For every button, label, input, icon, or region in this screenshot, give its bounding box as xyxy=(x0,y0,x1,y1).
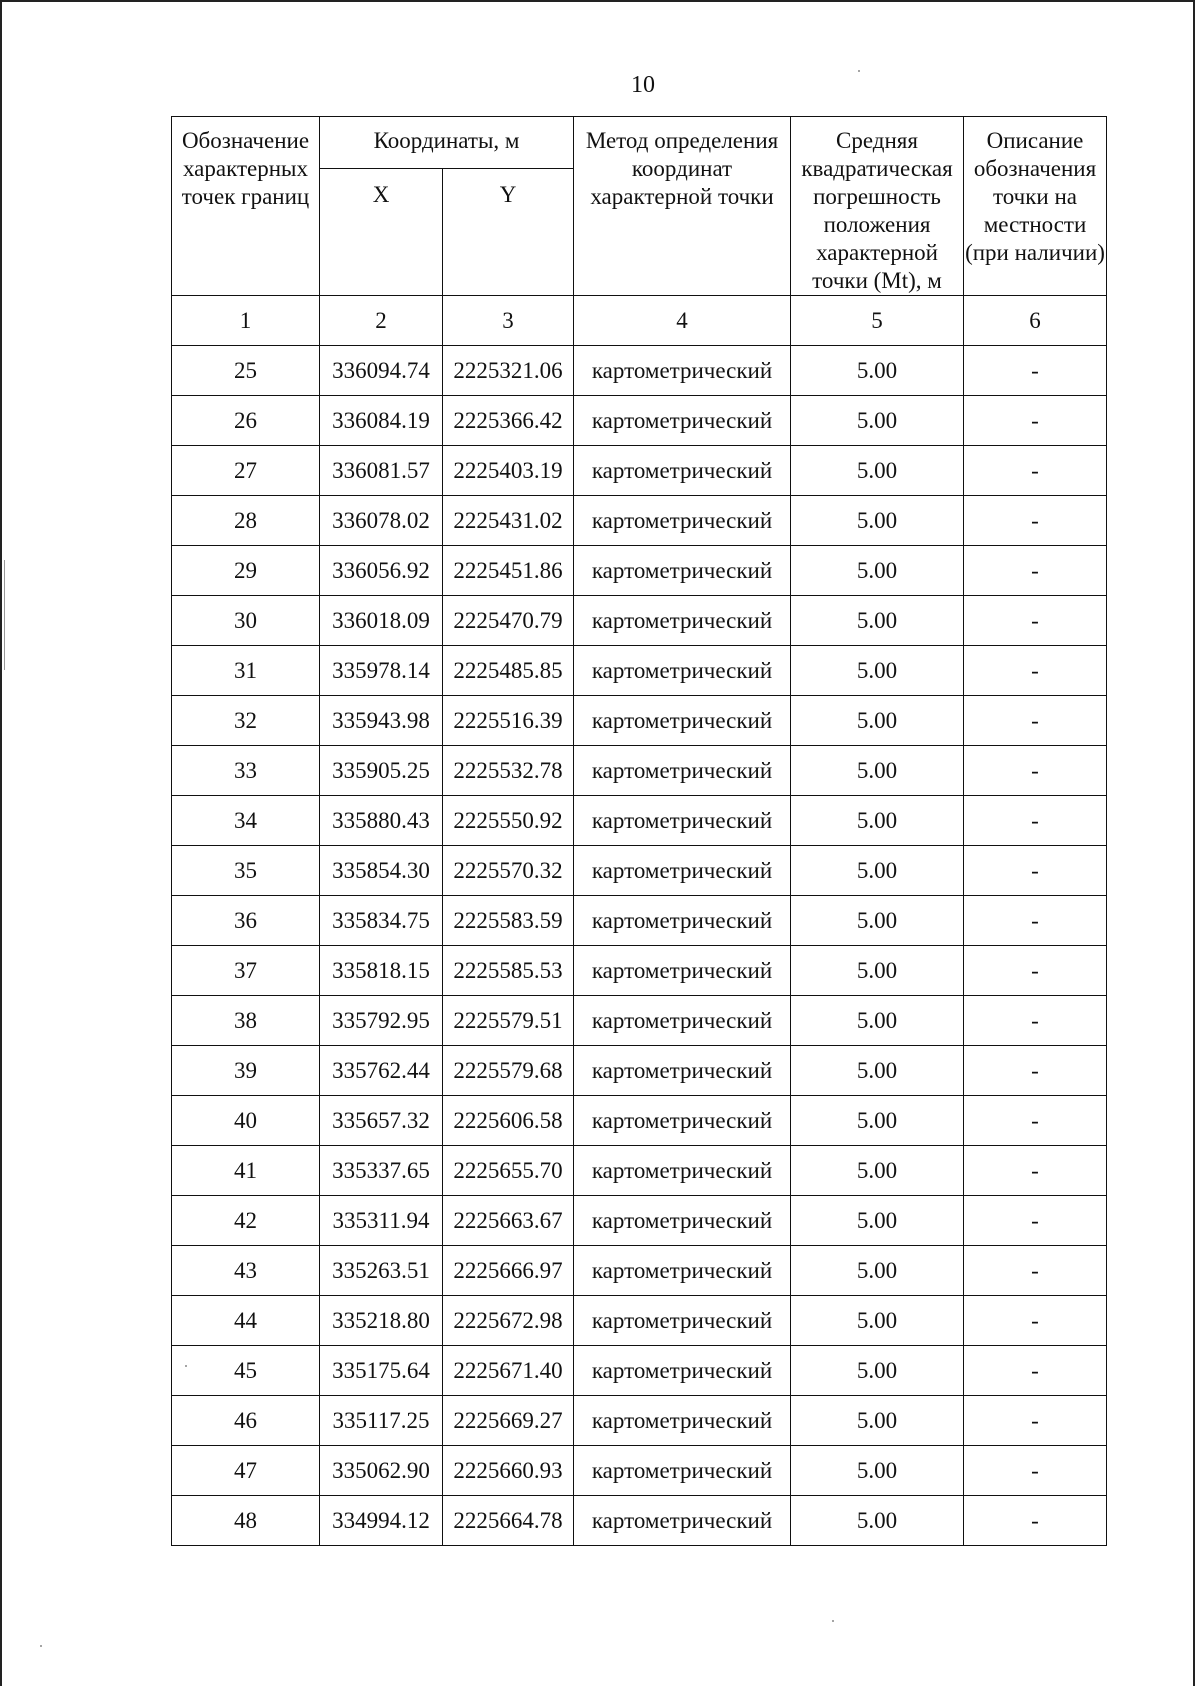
point-number-cell: 28 xyxy=(172,496,320,546)
y-coordinate-cell: 2225570.32 xyxy=(443,846,574,896)
description-cell: - xyxy=(964,396,1107,446)
x-coordinate-cell: 335218.80 xyxy=(320,1296,443,1346)
error-cell: 5.00 xyxy=(791,1196,964,1246)
description-cell: - xyxy=(964,796,1107,846)
x-coordinate-cell: 335792.95 xyxy=(320,996,443,1046)
description-cell: - xyxy=(964,1396,1107,1446)
x-coordinate-cell: 335263.51 xyxy=(320,1246,443,1296)
table-row xyxy=(172,696,1107,746)
header-description: Описание обозначения точки на местности (при наличии) xyxy=(964,117,1107,296)
y-coordinate-cell: 2225579.51 xyxy=(443,996,574,1046)
scan-speck xyxy=(832,1620,834,1622)
x-coordinate-cell: 335818.15 xyxy=(320,946,443,996)
table-row xyxy=(172,1146,1107,1196)
method-cell: картометрический xyxy=(574,946,791,996)
x-coordinate-cell: 336081.57 xyxy=(320,446,443,496)
table-row xyxy=(172,596,1107,646)
x-coordinate-cell: 335978.14 xyxy=(320,646,443,696)
error-cell: 5.00 xyxy=(791,896,964,946)
column-number: 6 xyxy=(964,296,1107,346)
page-number: 10 xyxy=(631,72,655,98)
column-number: 4 xyxy=(574,296,791,346)
error-cell: 5.00 xyxy=(791,946,964,996)
description-cell: - xyxy=(964,1446,1107,1496)
table-row xyxy=(172,1496,1107,1546)
point-number-cell: 26 xyxy=(172,396,320,446)
point-number-cell: 45 xyxy=(172,1346,320,1396)
point-number-cell: 37 xyxy=(172,946,320,996)
x-coordinate-cell: 336018.09 xyxy=(320,596,443,646)
table-row xyxy=(172,346,1107,396)
point-number-cell: 35 xyxy=(172,846,320,896)
x-coordinate-cell: 335062.90 xyxy=(320,1446,443,1496)
y-coordinate-cell: 2225666.97 xyxy=(443,1246,574,1296)
method-cell: картометрический xyxy=(574,496,791,546)
y-coordinate-cell: 2225451.86 xyxy=(443,546,574,596)
error-cell: 5.00 xyxy=(791,346,964,396)
table-row xyxy=(172,1096,1107,1146)
column-number: 1 xyxy=(172,296,320,346)
description-cell: - xyxy=(964,1246,1107,1296)
x-coordinate-cell: 335834.75 xyxy=(320,896,443,946)
table-row xyxy=(172,1346,1107,1396)
description-cell: - xyxy=(964,696,1107,746)
description-cell: - xyxy=(964,596,1107,646)
x-coordinate-cell: 335117.25 xyxy=(320,1396,443,1446)
error-cell: 5.00 xyxy=(791,1146,964,1196)
method-cell: картометрический xyxy=(574,1096,791,1146)
point-number-cell: 40 xyxy=(172,1096,320,1146)
method-cell: картометрический xyxy=(574,1146,791,1196)
point-number-cell: 36 xyxy=(172,896,320,946)
x-coordinate-cell: 335762.44 xyxy=(320,1046,443,1096)
y-coordinate-cell: 2225663.67 xyxy=(443,1196,574,1246)
x-coordinate-cell: 335943.98 xyxy=(320,696,443,746)
point-number-cell: 32 xyxy=(172,696,320,746)
table-row xyxy=(172,1296,1107,1346)
description-cell: - xyxy=(964,1146,1107,1196)
error-cell: 5.00 xyxy=(791,1246,964,1296)
y-coordinate-cell: 2225403.19 xyxy=(443,446,574,496)
y-coordinate-cell: 2225671.40 xyxy=(443,1346,574,1396)
y-coordinate-cell: 2225669.27 xyxy=(443,1396,574,1446)
error-cell: 5.00 xyxy=(791,446,964,496)
table-row xyxy=(172,896,1107,946)
y-coordinate-cell: 2225579.68 xyxy=(443,1046,574,1096)
table-row xyxy=(172,846,1107,896)
description-cell: - xyxy=(964,996,1107,1046)
coordinates-table xyxy=(171,116,1107,1546)
method-cell: картометрический xyxy=(574,596,791,646)
x-coordinate-cell: 335657.32 xyxy=(320,1096,443,1146)
description-cell: - xyxy=(964,746,1107,796)
method-cell: картометрический xyxy=(574,1246,791,1296)
method-cell: картометрический xyxy=(574,1446,791,1496)
description-cell: - xyxy=(964,496,1107,546)
header-x: X xyxy=(320,169,443,296)
y-coordinate-cell: 2225550.92 xyxy=(443,796,574,846)
table-row xyxy=(172,396,1107,446)
point-number-cell: 42 xyxy=(172,1196,320,1246)
y-coordinate-cell: 2225583.59 xyxy=(443,896,574,946)
header-method: Метод определения координат характерной точки xyxy=(574,117,791,296)
x-coordinate-cell: 335854.30 xyxy=(320,846,443,896)
header-point-designation: Обозначение характерных точек границ xyxy=(172,117,320,296)
table-row xyxy=(172,446,1107,496)
error-cell: 5.00 xyxy=(791,1346,964,1396)
y-coordinate-cell: 2225660.93 xyxy=(443,1446,574,1496)
y-coordinate-cell: 2225431.02 xyxy=(443,496,574,546)
point-number-cell: 44 xyxy=(172,1296,320,1346)
scan-artifact xyxy=(4,560,5,670)
x-coordinate-cell: 335905.25 xyxy=(320,746,443,796)
y-coordinate-cell: 2225664.78 xyxy=(443,1496,574,1546)
method-cell: картометрический xyxy=(574,696,791,746)
error-cell: 5.00 xyxy=(791,1046,964,1096)
point-number-cell: 29 xyxy=(172,546,320,596)
description-cell: - xyxy=(964,446,1107,496)
method-cell: картометрический xyxy=(574,446,791,496)
error-cell: 5.00 xyxy=(791,746,964,796)
y-coordinate-cell: 2225516.39 xyxy=(443,696,574,746)
description-cell: - xyxy=(964,1346,1107,1396)
table-row xyxy=(172,996,1107,1046)
x-coordinate-cell: 335880.43 xyxy=(320,796,443,846)
y-coordinate-cell: 2225470.79 xyxy=(443,596,574,646)
header-y: Y xyxy=(443,169,574,296)
error-cell: 5.00 xyxy=(791,496,964,546)
y-coordinate-cell: 2225672.98 xyxy=(443,1296,574,1346)
description-cell: - xyxy=(964,896,1107,946)
table-row xyxy=(172,496,1107,546)
point-number-cell: 38 xyxy=(172,996,320,1046)
point-number-cell: 27 xyxy=(172,446,320,496)
error-cell: 5.00 xyxy=(791,996,964,1046)
error-cell: 5.00 xyxy=(791,696,964,746)
error-cell: 5.00 xyxy=(791,1296,964,1346)
error-cell: 5.00 xyxy=(791,1396,964,1446)
method-cell: картометрический xyxy=(574,796,791,846)
description-cell: - xyxy=(964,1096,1107,1146)
method-cell: картометрический xyxy=(574,1346,791,1396)
table-row xyxy=(172,1046,1107,1096)
description-cell: - xyxy=(964,546,1107,596)
method-cell: картометрический xyxy=(574,346,791,396)
method-cell: картометрический xyxy=(574,1046,791,1096)
method-cell: картометрический xyxy=(574,646,791,696)
scan-speck xyxy=(40,1645,42,1647)
point-number-cell: 30 xyxy=(172,596,320,646)
point-number-cell: 25 xyxy=(172,346,320,396)
y-coordinate-cell: 2225532.78 xyxy=(443,746,574,796)
error-cell: 5.00 xyxy=(791,1496,964,1546)
method-cell: картометрический xyxy=(574,846,791,896)
table-row xyxy=(172,796,1107,846)
description-cell: - xyxy=(964,1196,1107,1246)
table-row xyxy=(172,1246,1107,1296)
table-row xyxy=(172,1396,1107,1446)
error-cell: 5.00 xyxy=(791,546,964,596)
x-coordinate-cell: 336056.92 xyxy=(320,546,443,596)
y-coordinate-cell: 2225606.58 xyxy=(443,1096,574,1146)
y-coordinate-cell: 2225321.06 xyxy=(443,346,574,396)
error-cell: 5.00 xyxy=(791,796,964,846)
table-row xyxy=(172,946,1107,996)
x-coordinate-cell: 334994.12 xyxy=(320,1496,443,1546)
method-cell: картометрический xyxy=(574,746,791,796)
error-cell: 5.00 xyxy=(791,596,964,646)
description-cell: - xyxy=(964,946,1107,996)
header-mean-square-error: Средняя квадратическая погрешность положения характерной точки (Mt), м xyxy=(791,117,964,296)
table-body xyxy=(172,346,1107,1546)
table-row xyxy=(172,1446,1107,1496)
point-number-cell: 46 xyxy=(172,1396,320,1446)
method-cell: картометрический xyxy=(574,546,791,596)
point-number-cell: 34 xyxy=(172,796,320,846)
column-number: 3 xyxy=(443,296,574,346)
error-cell: 5.00 xyxy=(791,396,964,446)
description-cell: - xyxy=(964,846,1107,896)
y-coordinate-cell: 2225366.42 xyxy=(443,396,574,446)
point-number-cell: 33 xyxy=(172,746,320,796)
header-coordinates: Координаты, м xyxy=(320,117,574,169)
point-number-cell: 31 xyxy=(172,646,320,696)
table-row xyxy=(172,546,1107,596)
description-cell: - xyxy=(964,346,1107,396)
error-cell: 5.00 xyxy=(791,1096,964,1146)
x-coordinate-cell: 335337.65 xyxy=(320,1146,443,1196)
method-cell: картометрический xyxy=(574,1296,791,1346)
point-number-cell: 39 xyxy=(172,1046,320,1096)
method-cell: картометрический xyxy=(574,1396,791,1446)
column-number: 5 xyxy=(791,296,964,346)
method-cell: картометрический xyxy=(574,896,791,946)
method-cell: картометрический xyxy=(574,396,791,446)
x-coordinate-cell: 336084.19 xyxy=(320,396,443,446)
point-number-cell: 41 xyxy=(172,1146,320,1196)
x-coordinate-cell: 335175.64 xyxy=(320,1346,443,1396)
description-cell: - xyxy=(964,646,1107,696)
error-cell: 5.00 xyxy=(791,646,964,696)
table-row xyxy=(172,646,1107,696)
description-cell: - xyxy=(964,1296,1107,1346)
method-cell: картометрический xyxy=(574,1496,791,1546)
column-number: 2 xyxy=(320,296,443,346)
x-coordinate-cell: 336078.02 xyxy=(320,496,443,546)
table-row xyxy=(172,746,1107,796)
y-coordinate-cell: 2225485.85 xyxy=(443,646,574,696)
table-row xyxy=(172,1196,1107,1246)
x-coordinate-cell: 335311.94 xyxy=(320,1196,443,1246)
point-number-cell: 43 xyxy=(172,1246,320,1296)
method-cell: картометрический xyxy=(574,1196,791,1246)
x-coordinate-cell: 336094.74 xyxy=(320,346,443,396)
description-cell: - xyxy=(964,1496,1107,1546)
y-coordinate-cell: 2225585.53 xyxy=(443,946,574,996)
error-cell: 5.00 xyxy=(791,846,964,896)
point-number-cell: 48 xyxy=(172,1496,320,1546)
point-number-cell: 47 xyxy=(172,1446,320,1496)
method-cell: картометрический xyxy=(574,996,791,1046)
y-coordinate-cell: 2225655.70 xyxy=(443,1146,574,1196)
error-cell: 5.00 xyxy=(791,1446,964,1496)
description-cell: - xyxy=(964,1046,1107,1096)
